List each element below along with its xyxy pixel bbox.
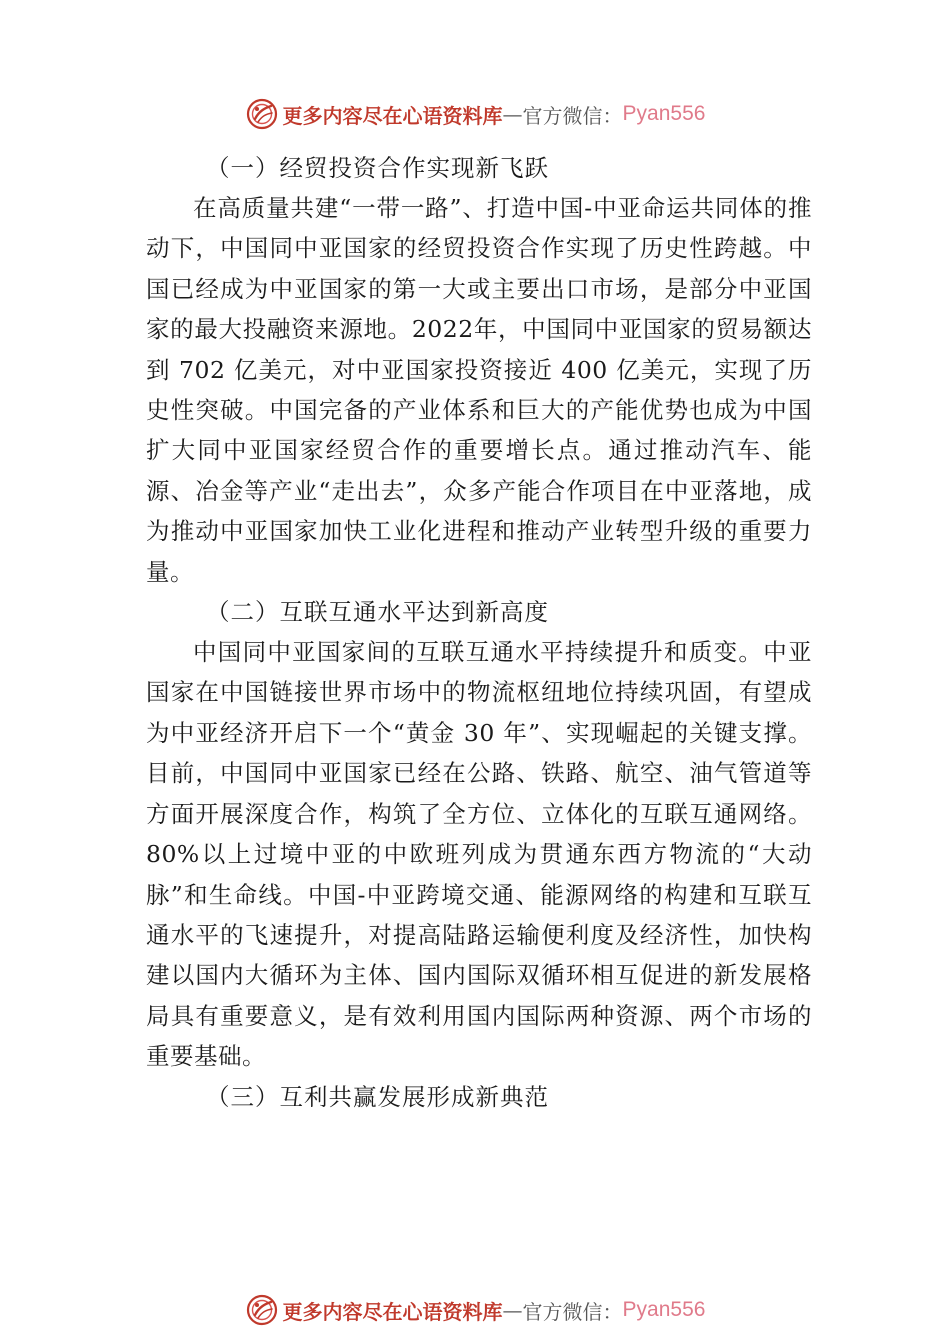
watermark-wechat-id: Pyan556 [622,1298,706,1321]
watermark-dash: — [502,102,523,126]
section-paragraph-1: 在高质量共建“一带一路”、打造中国-中亚命运共同体的推动下，中国同中亚国家的经贸投资合作实现了历史性跨越。中国已经成为中亚国家的第一大或主要出口市场，是部分中亚国家的最大投融资来源地。2022年，中国同中亚国家的贸易额达到 702 亿美元，对中亚国家投资接近 400 亿美元，实现了历史性突破。中国完备的产业体系和巨大的产能优势也成为中国扩大同中亚国家经贸合作的重要增长点。通过推动汽车、能源、冶金等产业“走出去”，众多产能合作项目在中亚落地，成为推动中亚国家加快工业化进程和推动产业转型升级的重要力量。 [146,194,812,586]
watermark-site-name: 更多内容尽在心语资料库 [282,1299,503,1324]
flower-seal-icon [245,97,279,131]
section-paragraph-2: 中国同中亚国家间的互联互通水平持续提升和质变。中亚国家在中国链接世界市场中的物流枢纽地位持续巩固，有望成为中亚经济开启下一个“黄金 30 年”、实现崛起的关键支撑。目前，中国同中亚国家已经在公路、铁路、航空、油气管道等方面开展深度合作，构筑了全方位、立体化的互联互通网络。80%以上过境中亚的中欧班列成为贯通东西方物流的“大动脉”和生命线。中国-中亚跨境交通、能源网络的构建和互联互通水平的飞速提升，对提高陆路运输便利度及经济性，加快构建以国内大循环为主体、国内国际双循环相互促进的新发展格局具有重要意义，是有效利用国内国际两种资源、两个市场的重要基础。 [146,638,812,1071]
section-heading-2: （二）互联互通水平达到新高度 [206,598,549,627]
watermark-footer [0,1290,950,1330]
watermark-header [0,94,950,134]
watermark-wechat-label: 官方微信： [522,1299,623,1324]
section-heading-1: （一）经贸投资合作实现新飞跃 [206,154,549,182]
document-body [146,148,812,1117]
flower-seal-icon [245,1293,279,1327]
watermark-dash: — [502,1298,523,1322]
watermark-wechat-label: 官方微信： [522,103,623,128]
section-heading-3: （三）互利共赢发展形成新典范 [206,1082,549,1111]
watermark-site-name: 更多内容尽在心语资料库 [282,103,503,128]
watermark-wechat-id: Pyan556 [622,102,706,125]
